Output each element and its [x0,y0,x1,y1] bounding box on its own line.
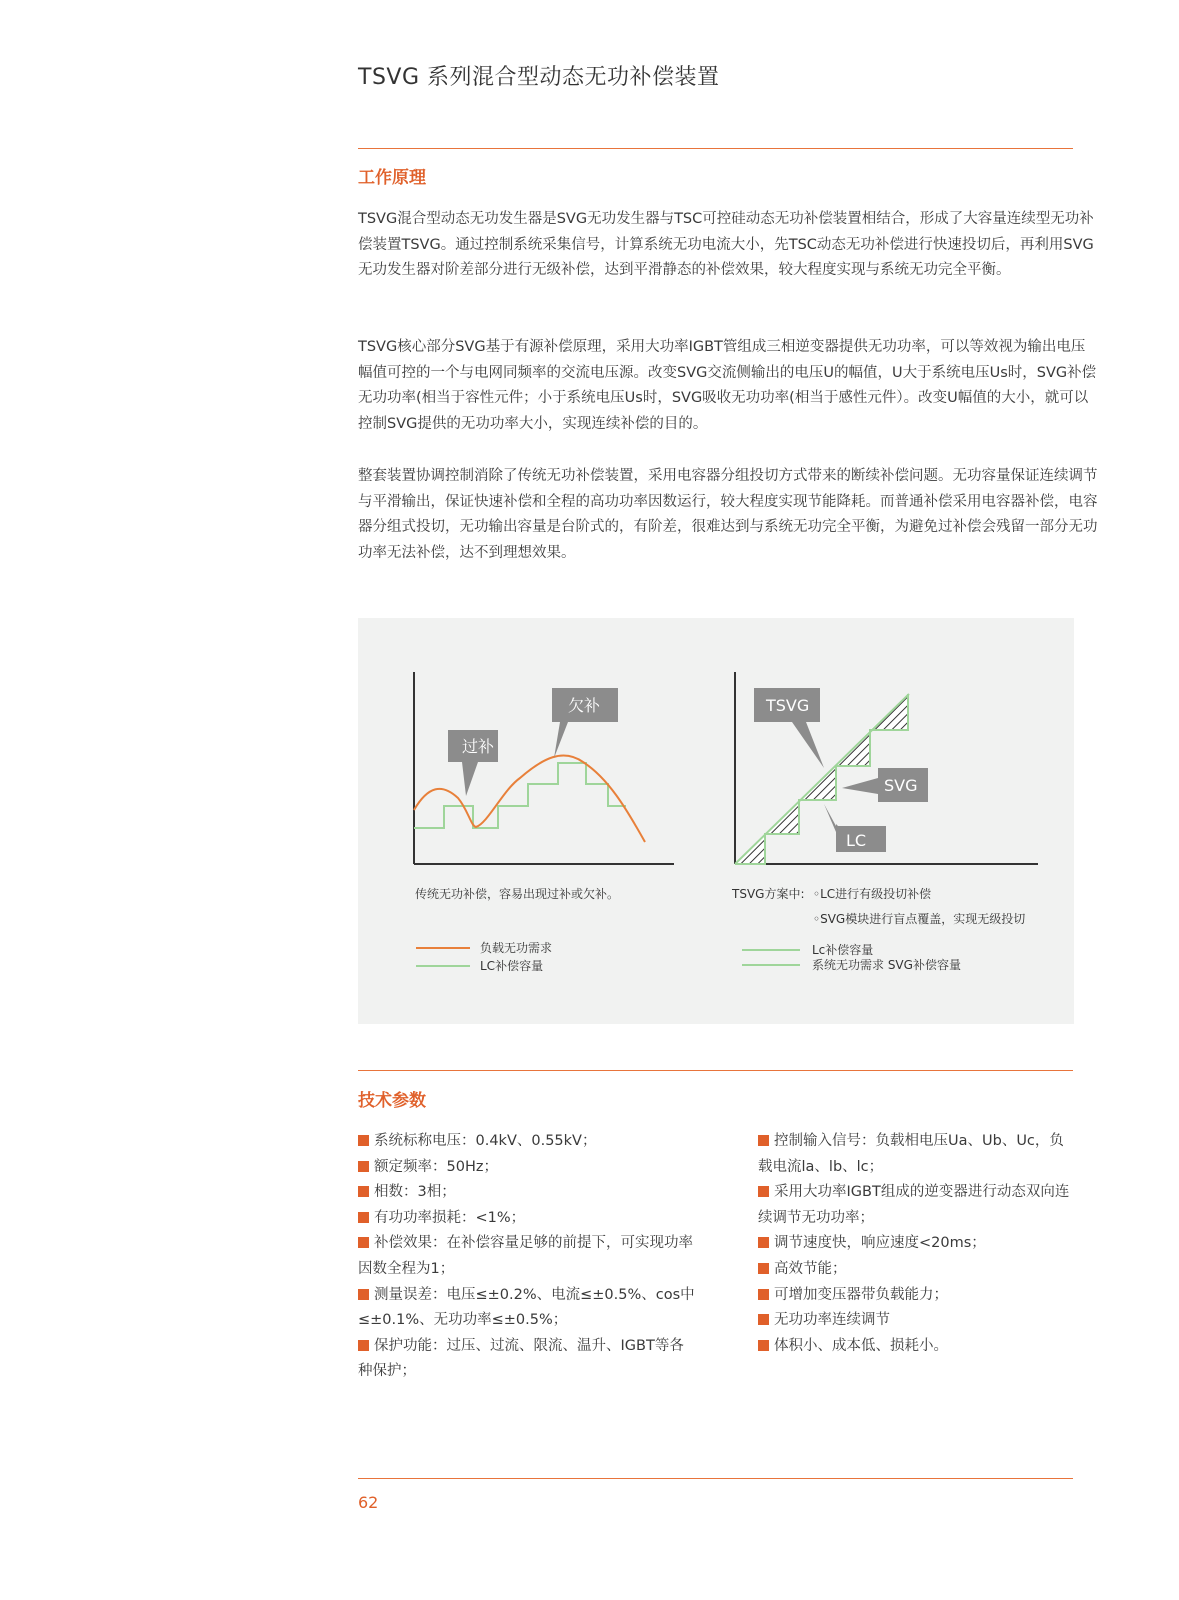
bullet-square-icon [358,1289,369,1300]
left-chart [414,672,674,973]
right-chart [731,672,1038,972]
bullet-square-icon [358,1186,369,1197]
param-item: 有功功率损耗：<1%； [358,1206,698,1232]
bullet-square-icon [758,1340,769,1351]
bullet-square-icon [358,1340,369,1351]
param-item: 额定频率：50Hz； [358,1155,698,1181]
page-number: 62 [358,1493,379,1512]
compensation-diagram [358,618,1074,1024]
callout-lc-label: LC [846,831,867,850]
section-heading-params: 技术参数 [358,1091,426,1111]
left-caption: 传统无功补偿，容易出现过补或欠补。 [415,887,620,901]
bullet-square-icon [358,1161,369,1172]
load-demand-curve [414,755,645,842]
param-item: 保护功能：过压、过流、限流、温升、IGBT等各种保护； [358,1337,684,1380]
principle-paragraph-1: TSVG混合型动态无功发生器是SVG无功发生器与TSC可控硅动态无功补偿装置相结合，形成了大容量连续型无功补偿装置TSVG。通过控制系统采集信号，计算系统无功电流大小，先TSC动态无功补偿进行快速投切后，再利用SVG无功发生器对阶差部分进行无级补偿，达到平滑静态的补偿效果，较大程度实现与系统无功完全平衡。 [358,211,1094,279]
legend-lc-right-label: Lc补偿容量 [812,943,874,957]
bullet-square-icon [758,1289,769,1300]
right-caption-line2: ◦SVG模块进行盲点覆盖，实现无级投切 [813,912,1026,926]
legend-demand-label: 系统无功需求 SVG补偿容量 [812,958,961,972]
param-item: 可增加变压器带负载能力； [758,1283,1078,1309]
callout-under-label: 欠补 [568,696,601,715]
param-item: 体积小、成本低、损耗小。 [758,1334,1078,1360]
bullet-square-icon [758,1186,769,1197]
param-item: 系统标称电压：0.4kV、0.55kV； [358,1129,698,1155]
bullet-square-icon [358,1237,369,1248]
param-item: 高效节能； [758,1257,1078,1283]
callout-tsvg-label: TSVG [766,696,810,715]
bullet-square-icon [758,1314,769,1325]
bullet-square-icon [758,1135,769,1146]
param-item: 补偿效果：在补偿容量足够的前提下，可实现功率因数全程为1； [358,1235,693,1277]
lc-step-line [414,763,626,828]
section-divider-2 [358,1070,1073,1071]
bullet-square-icon [358,1212,369,1223]
bullet-square-icon [758,1263,769,1274]
document-title: TSVG 系列混合型动态无功补偿装置 [358,65,720,90]
bullet-square-icon [758,1237,769,1248]
section-heading-principle: 工作原理 [358,168,426,188]
section-divider [358,148,1073,149]
params-left-column [358,1129,698,1385]
params-right-column [758,1129,1078,1359]
param-item: 无功功率连续调节 [758,1308,1078,1334]
right-caption-prefix: TSVG方案中: [732,887,805,901]
principle-paragraph-2: TSVG核心部分SVG基于有源补偿原理，采用大功率IGBT管组成三相逆变器提供无功功率，可以等效视为输出电压幅值可控的一个与电网同频率的交流电压源。改变SVG交流侧输出的电压U的幅值，U大于系统电压Us时，SVG补偿无功功率(相当于容性元件；小于系统电压Us时，SVG吸收无功功率(相当于感性元件）。改变U幅值的大小，就可以控制SVG提供的无功功率大小，实现连续补偿的目的。 [358,339,1097,432]
param-item: 相数：3相； [358,1180,698,1206]
right-caption-line1: ◦LC进行有级投切补偿 [813,887,932,901]
legend-lc-label: LC补偿容量 [480,959,544,973]
footer-divider [358,1478,1073,1479]
bullet-square-icon [358,1135,369,1146]
callout-over-label: 过补 [462,737,495,756]
param-item: 采用大功率IGBT组成的逆变器进行动态双向连续调节无功功率； [758,1184,1070,1226]
diagram-svg [358,618,1074,1024]
param-item: 测量误差：电压≤±0.2%、电流≤±0.5%、cos中≤±0.1%、无功功率≤±0.5%； [358,1286,695,1329]
param-item: 控制输入信号：负载相电压Ua、Ub、Uc，负载电流la、lb、lc； [758,1133,1064,1175]
param-item: 调节速度快，响应速度<20ms； [758,1231,1078,1257]
principle-paragraph-3: 整套装置协调控制消除了传统无功补偿装置，采用电容器分组投切方式带来的断续补偿问题。无功容量保证连续调节与平滑输出，保证快速补偿和全程的高功功率因数运行，较大程度实现节能降耗。而普通补偿采用电容器补偿，电容器分组式投切，无功输出容量是台阶式的，有阶差，很难达到与系统无功完全平衡，为避免过补偿会残留一部分无功功率无法补偿，达不到理想效果。 [358,468,1098,561]
callout-svg-label: SVG [884,776,918,795]
legend-load-label: 负载无功需求 [480,941,553,955]
